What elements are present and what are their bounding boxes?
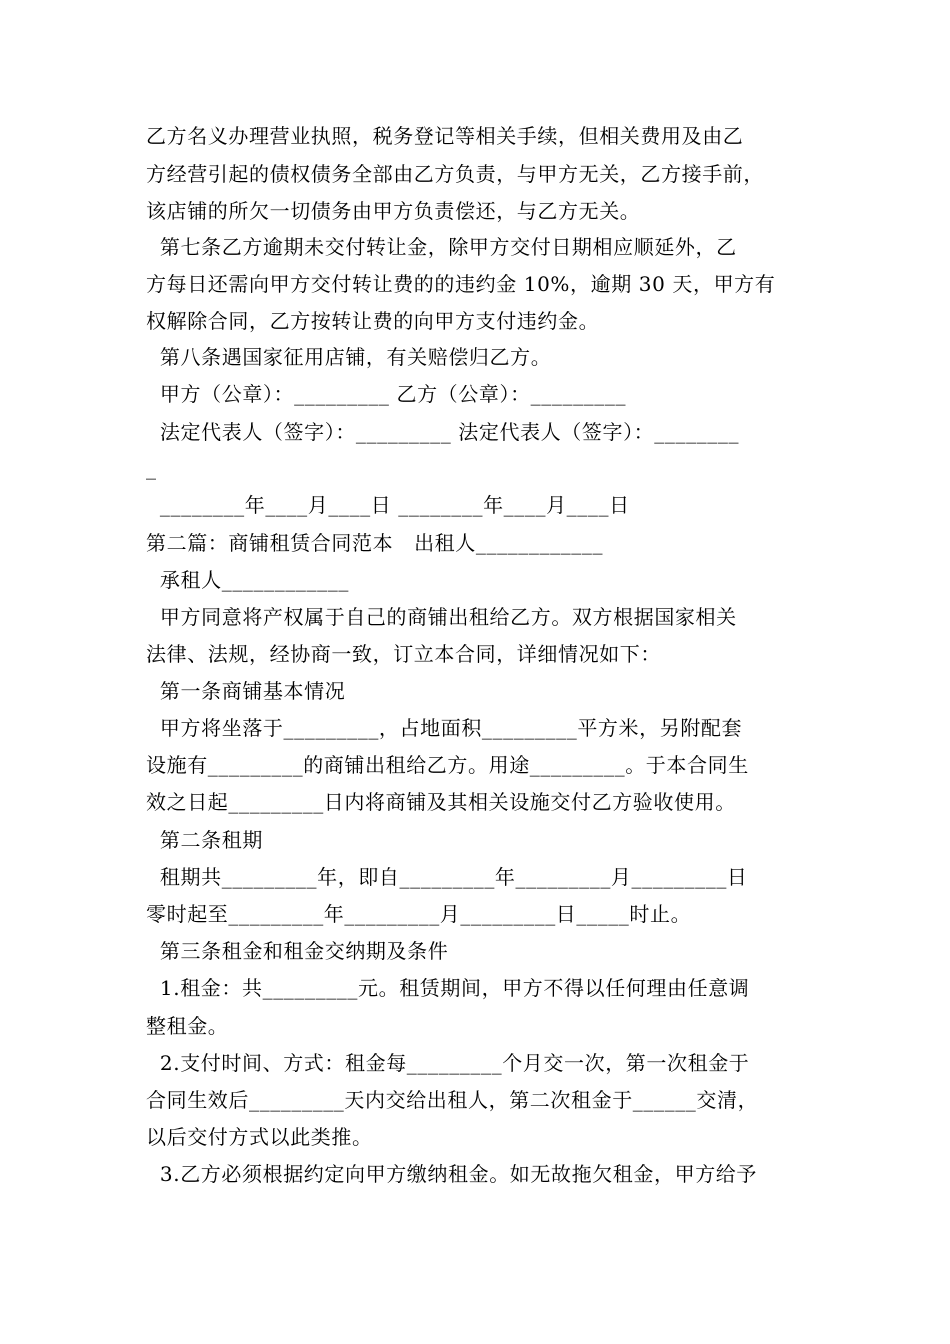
text-line: 整租金。 xyxy=(146,1014,229,1038)
clause-heading: 第二条租期 xyxy=(146,828,263,852)
text-line: 效之日起_________日内将商铺及其相关设施交付乙方验收使用。 xyxy=(146,790,736,814)
text-line: 租期共_________年，即自_________年_________月_________日 xyxy=(146,865,748,889)
text-line: 甲方同意将产权属于自己的商铺出租给乙方。双方根据国家相关 xyxy=(146,605,737,629)
text-line: 承租人____________ xyxy=(146,568,349,592)
text-line: 方经营引起的债权债务全部由乙方负责，与甲方无关，乙方接手前， xyxy=(146,162,764,186)
text-line: 2.支付时间、方式：租金每_________个月交一次，第一次租金于 xyxy=(146,1051,750,1075)
clause-heading: 第三条租金和租金交纳期及条件 xyxy=(146,939,449,963)
clause-heading: 第一条商铺基本情况 xyxy=(146,679,346,703)
signature-line-seal: 甲方（公章）：_________ 乙方（公章）：_________ xyxy=(146,382,627,406)
text-line: 乙方名义办理营业执照，税务登记等相关手续，但相关费用及由乙 xyxy=(146,124,744,148)
date-line: ________年____月____日 ________年____月____日 xyxy=(146,493,630,517)
text-line: 第七条乙方逾期未交付转让金，除甲方交付日期相应顺延外，乙 xyxy=(146,235,737,259)
text-line: 第八条遇国家征用店铺，有关赔偿归乙方。 xyxy=(146,345,552,369)
text-line: _ xyxy=(146,456,157,480)
text-line: 法律、法规，经协商一致，订立本合同，详细情况如下： xyxy=(146,642,661,666)
text-line: 甲方将坐落于_________，占地面积_________平方米，另附配套 xyxy=(146,716,743,740)
text-line: 1.租金：共_________元。租赁期间，甲方不得以任何理由任意调 xyxy=(146,976,750,1000)
signature-line-representative: 法定代表人（签字）：_________ 法定代表人（签字）：________ xyxy=(146,420,740,444)
text-line: 方每日还需向甲方交付转让费的的违约金 10%，逾期 30 天，甲方有 xyxy=(146,272,776,296)
text-line: 零时起至_________年_________月_________日_____时止。 xyxy=(146,902,692,926)
text-line: 权解除合同，乙方按转让费的向甲方支付违约金。 xyxy=(146,309,600,333)
text-line: 以后交付方式以此类推。 xyxy=(146,1125,373,1149)
section-heading: 第二篇：商铺租赁合同范本 出租人____________ xyxy=(146,531,604,555)
text-line: 该店铺的所欠一切债务由甲方负责偿还，与乙方无关。 xyxy=(146,199,641,223)
text-line: 合同生效后_________天内交给出租人，第二次租金于______交清， xyxy=(146,1088,759,1112)
text-line: 3.乙方必须根据约定向甲方缴纳租金。如无故拖欠租金，甲方给予 xyxy=(146,1162,757,1186)
text-line: 设施有_________的商铺出租给乙方。用途_________。于本合同生 xyxy=(146,753,749,777)
